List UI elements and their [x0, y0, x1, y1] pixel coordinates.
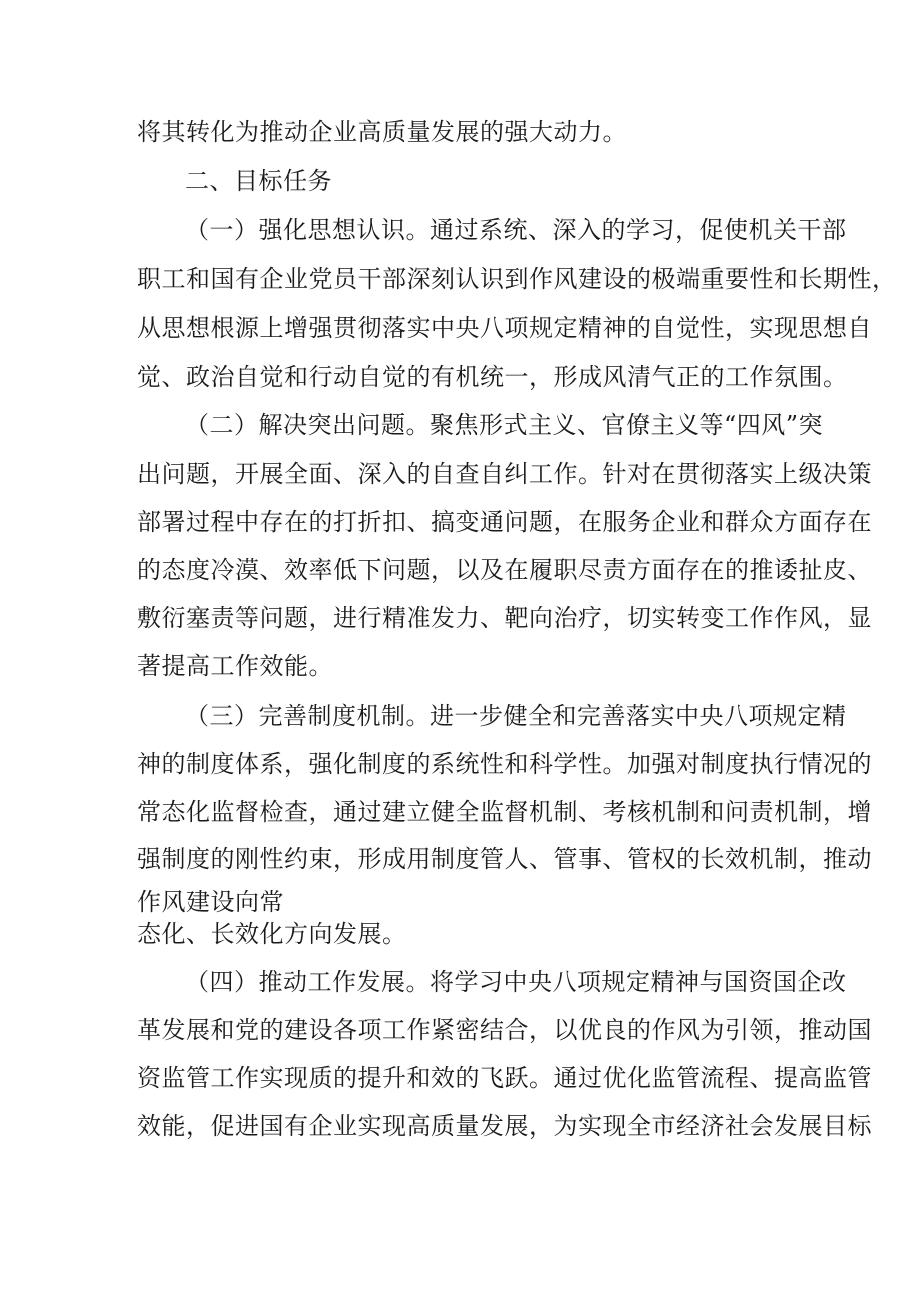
text-line: 觉、政治自觉和行动自觉的有机统一，形成风清气正的工作氛围。 [137, 363, 848, 391]
text-line: 革发展和党的建设各项工作紧密结合，以优良的作风为引领，推动国 [137, 1016, 872, 1044]
text-line: 常态化监督检查，通过建立健全监督机制、考核机制和问责机制，增 [137, 798, 872, 826]
text-line: 的态度冷漠、效率低下问题，以及在履职尽责方面存在的推诿扯皮、 [137, 556, 872, 584]
text-line: （四）推动工作发展。将学习中央八项规定精神与国资国企改 [185, 968, 847, 996]
text-line: 效能，促进国有企业实现高质量发展，为实现全市经济社会发展目标 [137, 1112, 872, 1140]
text-line: （三）完善制度机制。进一步健全和完善落实中央八项规定精 [185, 702, 847, 730]
text-line: 敷衍塞责等问题，进行精准发力、靶向治疗，切实转变工作作风，显 [137, 604, 872, 632]
text-line: 部署过程中存在的打折扣、搞变通问题，在服务企业和群众方面存在 [137, 508, 872, 536]
text-line: 出问题，开展全面、深入的自查自纠工作。针对在贯彻落实上级决策 [137, 460, 872, 488]
text-line: （一）强化思想认识。通过系统、深入的学习，促使机关干部 [185, 216, 847, 244]
text-line: 强制度的刚性约束，形成用制度管人、管事、管权的长效机制，推动 [137, 845, 872, 873]
text-line: （二）解决突出问题。聚焦形式主义、官僚主义等“四风”突 [185, 411, 824, 439]
section-heading: 二、目标任务 [185, 167, 332, 195]
text-line: 著提高工作效能。 [137, 652, 333, 680]
text-line: 态化、长效化方向发展。 [137, 920, 407, 948]
text-line: 资监管工作实现质的提升和效的飞跃。通过优化监管流程、提高监管 [137, 1064, 872, 1092]
text-line: 职工和国有企业党员干部深刻认识到作风建设的极端重要性和长期性， [137, 265, 897, 293]
text-line: 将其转化为推动企业高质量发展的强大动力。 [137, 118, 627, 146]
text-line: 作风建设向常 [137, 888, 284, 916]
text-line: 从思想根源上增强贯彻落实中央八项规定精神的自觉性，实现思想自 [137, 314, 872, 342]
text-line: 神的制度体系，强化制度的系统性和科学性。加强对制度执行情况的 [137, 750, 872, 778]
